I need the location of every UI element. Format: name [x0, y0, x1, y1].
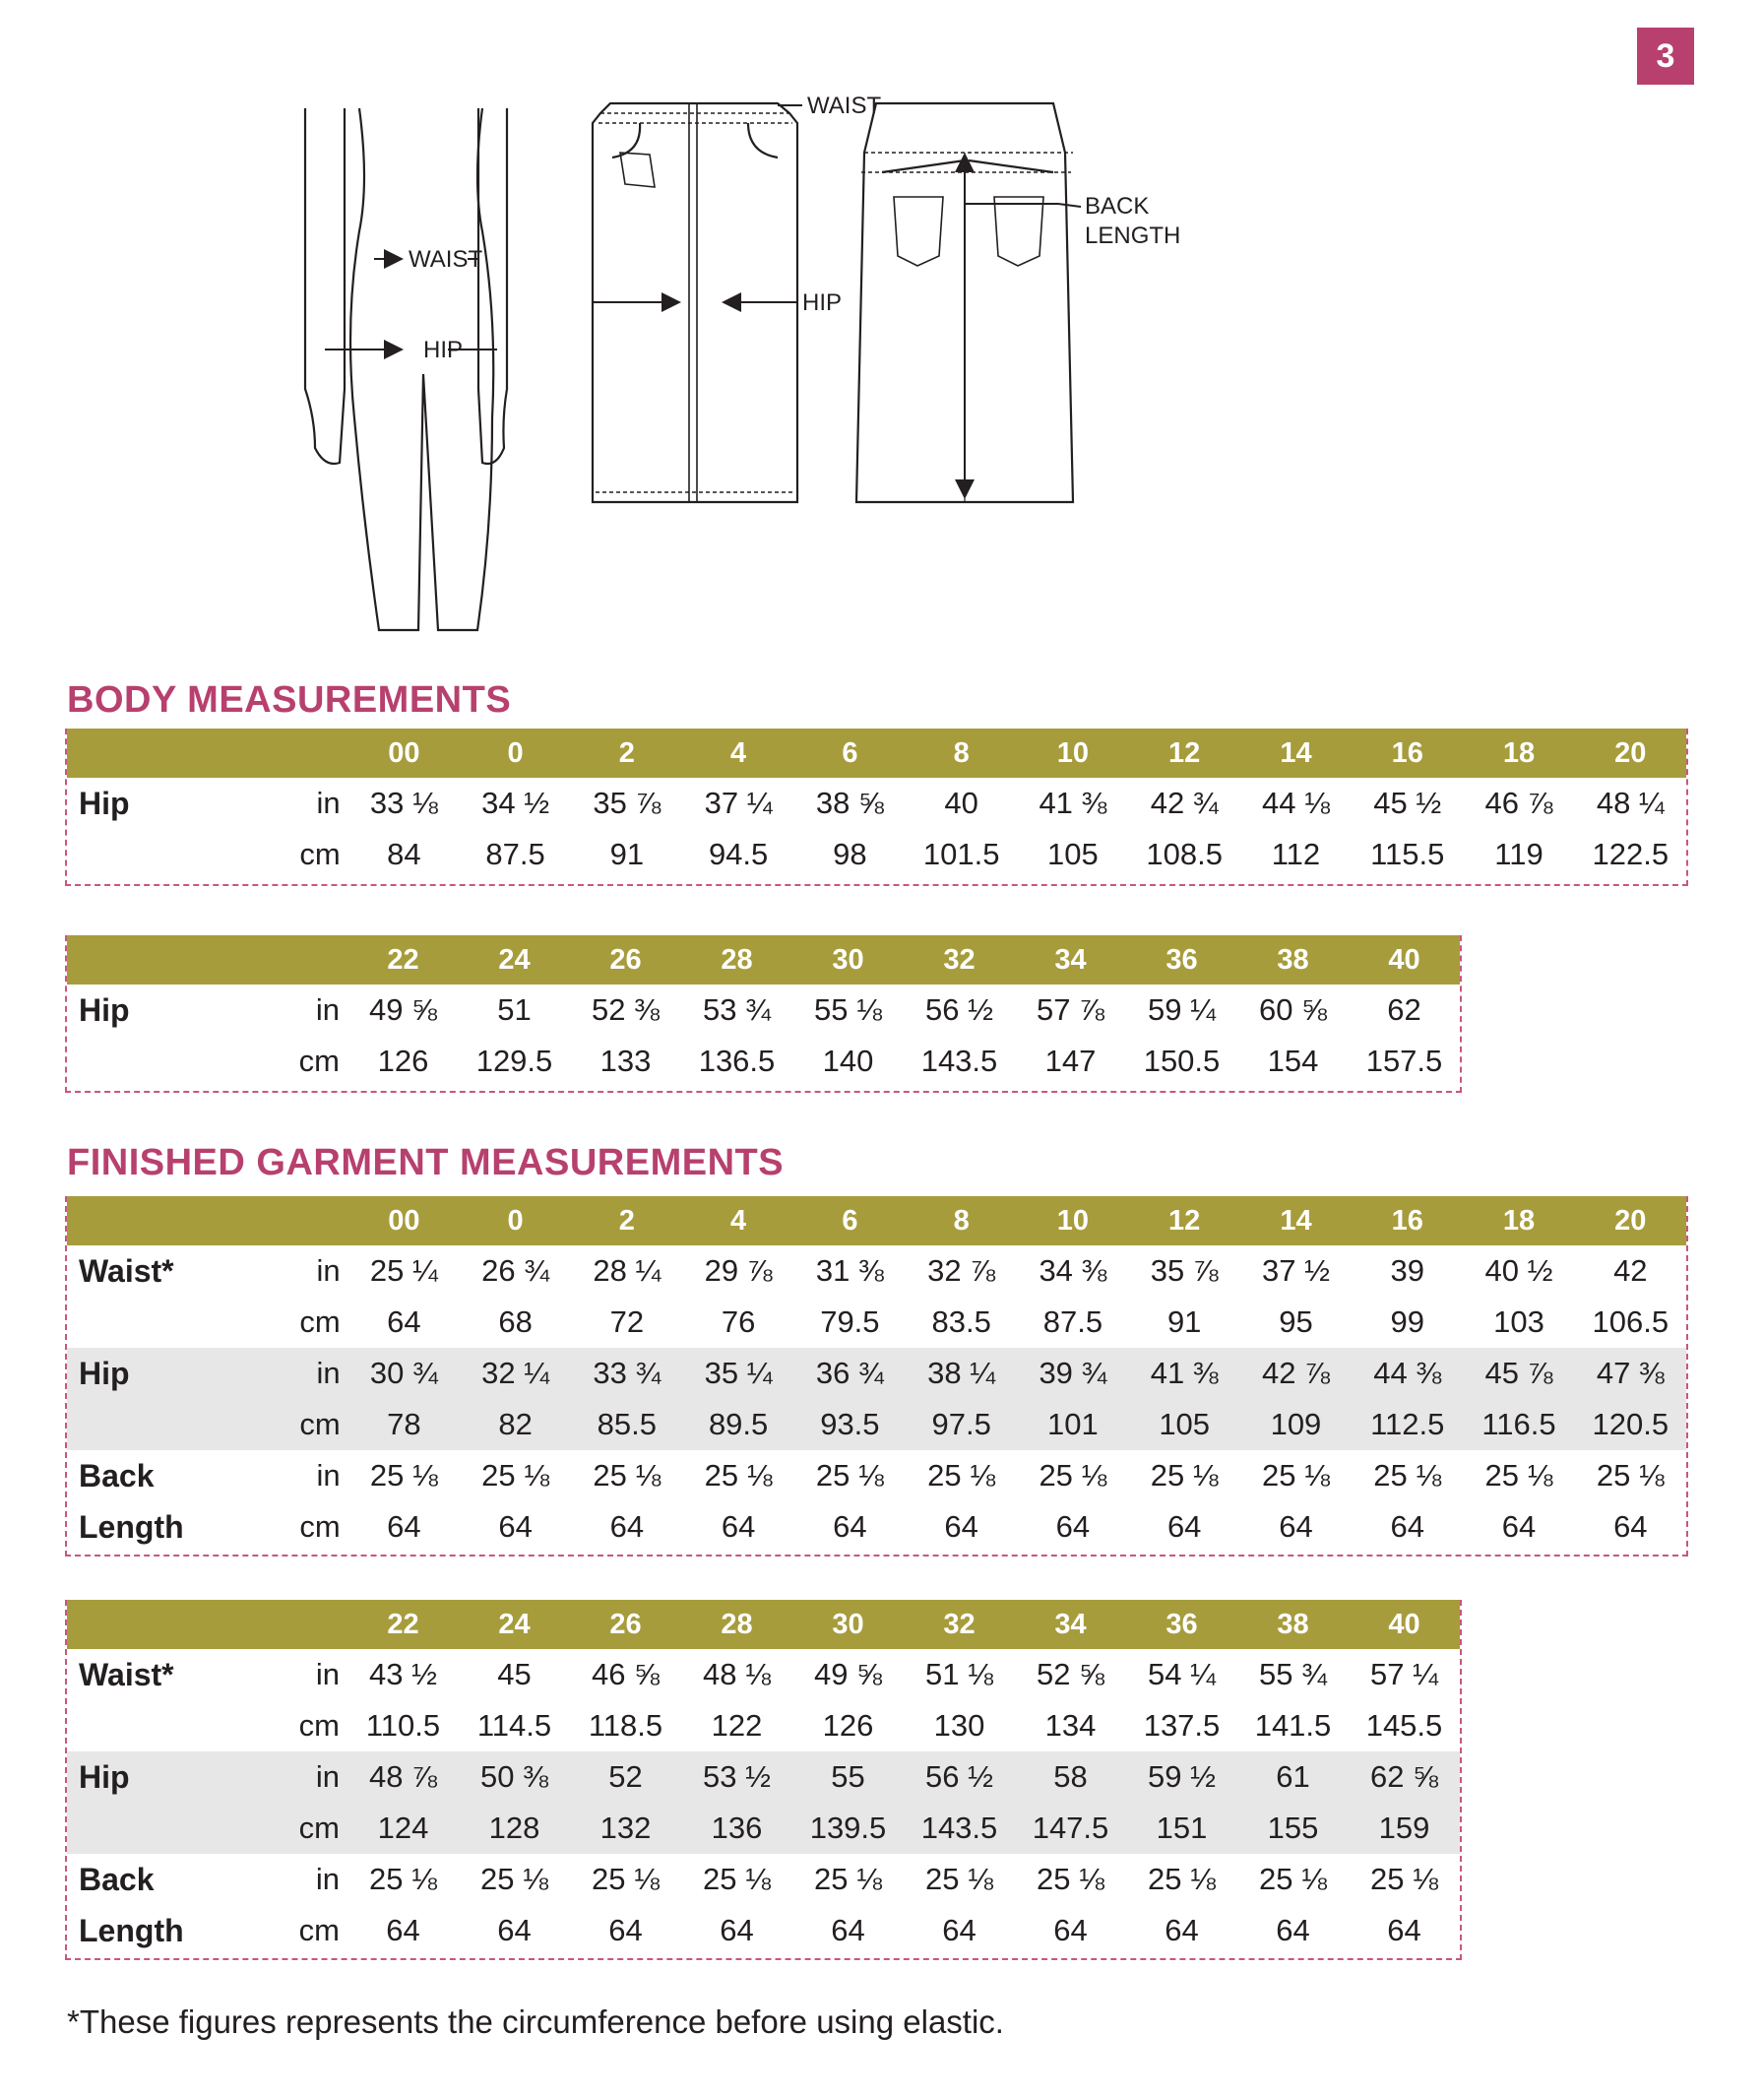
- value-cell: 114.5: [476, 1708, 552, 1743]
- value-cell: 101.5: [922, 837, 1000, 871]
- unit-label: in: [316, 1458, 341, 1493]
- value-cell: 64: [608, 1913, 643, 1947]
- value-cell: 64: [1501, 1509, 1537, 1544]
- value-cell: 35 ⅞: [1150, 1253, 1219, 1288]
- value-cell: 87.5: [485, 837, 545, 871]
- size-cell: 20: [1575, 729, 1686, 778]
- size-cell: 10: [1017, 729, 1128, 778]
- value-cell: 64: [1387, 1913, 1421, 1947]
- value-cell: 25 ⅛: [925, 1862, 993, 1896]
- unit-label: cm: [298, 1708, 340, 1743]
- value-cell: 112.5: [1352, 1399, 1463, 1450]
- value-cell: 137.5: [1143, 1708, 1221, 1743]
- value-cell: 122.5: [1592, 837, 1670, 871]
- value-cell: 47 ⅜: [1575, 1348, 1686, 1399]
- unit-label: cm: [299, 1509, 341, 1544]
- value-cell: 34 ½: [481, 786, 550, 820]
- size-cell: 20: [1575, 1196, 1686, 1245]
- value-cell: 42 ⅞: [1240, 1348, 1352, 1399]
- size-cell: 32: [904, 1600, 1015, 1649]
- size-cell: 24: [459, 935, 570, 985]
- value-cell: 45: [497, 1657, 532, 1691]
- value-cell: 38 ⅝: [815, 786, 884, 820]
- size-cell: 30: [792, 1600, 904, 1649]
- size-cell: 22: [347, 1600, 459, 1649]
- value-cell: 118.5: [588, 1708, 663, 1743]
- value-cell: 25 ⅛: [1037, 1862, 1104, 1896]
- unit-label: in: [316, 786, 341, 820]
- value-cell: 78: [348, 1399, 460, 1450]
- value-cell: 85.5: [571, 1399, 682, 1450]
- value-cell: 150.5: [1143, 1044, 1221, 1078]
- row-label: Length: [79, 1912, 184, 1948]
- value-cell: 136: [681, 1803, 792, 1854]
- value-cell: 101: [1017, 1399, 1128, 1450]
- value-cell: 64: [831, 1913, 865, 1947]
- value-cell: 62 ⅝: [1349, 1751, 1460, 1803]
- value-cell: 44 ⅜: [1352, 1348, 1463, 1399]
- value-cell: 98: [833, 837, 867, 871]
- value-cell: 58: [1015, 1751, 1126, 1803]
- size-cell: 32: [904, 935, 1015, 985]
- value-cell: 56 ½: [925, 992, 993, 1027]
- value-cell: 68: [498, 1304, 533, 1339]
- size-cell: 6: [794, 1196, 906, 1245]
- value-cell: 116.5: [1463, 1399, 1574, 1450]
- unit-label: cm: [259, 1803, 347, 1854]
- size-cell: 38: [1237, 935, 1349, 985]
- value-cell: 25 ⅛: [703, 1862, 771, 1896]
- finished-measurements-table-1: [67, 1196, 1686, 1553]
- value-cell: 50 ⅜: [459, 1751, 570, 1803]
- value-cell: 108.5: [1146, 837, 1223, 871]
- size-cell: 00: [348, 1196, 460, 1245]
- value-cell: 89.5: [682, 1399, 793, 1450]
- size-cell: 16: [1352, 1196, 1463, 1245]
- value-cell: 139.5: [792, 1803, 904, 1854]
- unit-label: cm: [299, 1304, 341, 1339]
- size-cell: 14: [1240, 729, 1352, 778]
- size-cell: 36: [1126, 935, 1237, 985]
- value-cell: 32 ¼: [460, 1348, 571, 1399]
- size-cell: 12: [1129, 1196, 1240, 1245]
- size-cell: 24: [459, 1600, 570, 1649]
- value-cell: 25 ¼: [369, 1253, 438, 1288]
- value-cell: 42: [1613, 1253, 1648, 1288]
- value-cell: 64: [1165, 1913, 1199, 1947]
- size-cell: 28: [681, 1600, 792, 1649]
- value-cell: 126: [377, 1044, 429, 1078]
- size-cell: 34: [1015, 935, 1126, 985]
- size-cell: 00: [348, 729, 460, 778]
- value-cell: 64: [386, 1913, 420, 1947]
- value-cell: 84: [387, 837, 421, 871]
- size-cell: 8: [906, 1196, 1017, 1245]
- size-cell: 4: [682, 1196, 793, 1245]
- size-header-row: [67, 1196, 1686, 1245]
- value-cell: 25 ⅛: [704, 1458, 773, 1493]
- value-cell: 64: [1276, 1913, 1310, 1947]
- value-cell: 64: [498, 1509, 533, 1544]
- value-cell: 39: [1390, 1253, 1424, 1288]
- value-cell: 59 ¼: [1148, 992, 1216, 1027]
- value-cell: 145.5: [1365, 1708, 1443, 1743]
- value-cell: 94.5: [708, 837, 769, 871]
- value-cell: 46 ⅞: [1484, 786, 1553, 820]
- value-cell: 53 ½: [681, 1751, 792, 1803]
- value-cell: 64: [1053, 1913, 1088, 1947]
- value-cell: 25 ⅛: [1373, 1458, 1442, 1493]
- value-cell: 25 ⅛: [1261, 1458, 1330, 1493]
- value-cell: 32 ⅞: [927, 1253, 996, 1288]
- size-cell: 38: [1237, 1600, 1349, 1649]
- value-cell: 35 ¼: [682, 1348, 793, 1399]
- back-in-row: [67, 1854, 1460, 1905]
- value-cell: 41 ⅜: [1039, 786, 1107, 820]
- size-cell: 0: [460, 729, 571, 778]
- body-measurements-title: BODY MEASUREMENTS: [67, 679, 512, 721]
- size-cell: 36: [1126, 1600, 1237, 1649]
- value-cell: 54 ¼: [1148, 1657, 1216, 1691]
- value-cell: 64: [1613, 1509, 1648, 1544]
- size-cell: 28: [681, 935, 792, 985]
- size-cell: 22: [347, 935, 459, 985]
- size-cell: 2: [571, 1196, 682, 1245]
- value-cell: 64: [721, 1509, 756, 1544]
- value-cell: 25 ⅛: [369, 1458, 438, 1493]
- unit-label: in: [259, 1751, 347, 1803]
- value-cell: 25 ⅛: [593, 1458, 662, 1493]
- value-cell: 25 ⅛: [369, 1862, 437, 1896]
- value-cell: 25 ⅛: [592, 1862, 660, 1896]
- value-cell: 115.5: [1370, 837, 1445, 871]
- value-cell: 64: [833, 1509, 867, 1544]
- value-cell: 49 ⅝: [814, 1657, 882, 1691]
- value-cell: 103: [1493, 1304, 1544, 1339]
- row-label: Hip: [79, 991, 130, 1028]
- value-cell: 25 ⅛: [480, 1862, 548, 1896]
- size-header-row: [67, 1600, 1460, 1649]
- value-cell: 49 ⅝: [369, 992, 437, 1027]
- waist-cm-row: [67, 1700, 1460, 1751]
- size-cell: 30: [792, 935, 904, 985]
- finished-measurements-title: FINISHED GARMENT MEASUREMENTS: [67, 1142, 785, 1183]
- value-cell: 62: [1387, 992, 1421, 1027]
- hip-cm-row: [67, 829, 1686, 880]
- value-cell: 48 ¼: [1596, 786, 1665, 820]
- value-cell: 82: [460, 1399, 571, 1450]
- value-cell: 119: [1494, 837, 1544, 871]
- row-label: Hip: [79, 785, 130, 821]
- value-cell: 64: [942, 1913, 976, 1947]
- size-cell: 14: [1240, 1196, 1352, 1245]
- size-cell: 12: [1129, 729, 1240, 778]
- unit-label: cm: [298, 1913, 340, 1947]
- value-cell: 159: [1349, 1803, 1460, 1854]
- size-cell: 18: [1463, 1196, 1574, 1245]
- value-cell: 42 ¾: [1150, 786, 1219, 820]
- value-cell: 64: [1055, 1509, 1091, 1544]
- value-cell: 25 ⅛: [814, 1862, 882, 1896]
- value-cell: 25 ⅛: [1370, 1862, 1438, 1896]
- value-cell: 64: [497, 1913, 532, 1947]
- value-cell: 154: [1267, 1044, 1319, 1078]
- back-in-row: [67, 1450, 1686, 1501]
- back-cm-row: [67, 1501, 1686, 1553]
- size-cell: 2: [571, 729, 682, 778]
- body-hip-label: HIP: [423, 337, 464, 363]
- value-cell: 25 ⅛: [1484, 1458, 1553, 1493]
- value-cell: 51: [497, 992, 532, 1027]
- row-label: Hip: [67, 1751, 259, 1803]
- size-cell: 6: [794, 729, 906, 778]
- value-cell: 25 ⅛: [1150, 1458, 1219, 1493]
- value-cell: 43 ½: [369, 1657, 437, 1691]
- value-cell: 48 ⅛: [703, 1657, 771, 1691]
- value-cell: 59 ½: [1126, 1751, 1237, 1803]
- row-label: Hip: [67, 1348, 259, 1399]
- value-cell: 35 ⅞: [593, 786, 662, 820]
- finished-measurements-table-2: [67, 1600, 1460, 1956]
- value-cell: 147.5: [1015, 1803, 1126, 1854]
- value-cell: 99: [1390, 1304, 1424, 1339]
- value-cell: 39 ¾: [1017, 1348, 1128, 1399]
- value-cell: 29 ⅞: [704, 1253, 773, 1288]
- value-cell: 91: [1166, 1304, 1202, 1339]
- value-cell: 64: [387, 1509, 421, 1544]
- back-length-label-1: BACK: [1085, 193, 1150, 220]
- value-cell: 25 ⅛: [1148, 1862, 1216, 1896]
- size-header-row: [67, 729, 1686, 778]
- front-waist-label: WAIST: [807, 94, 882, 119]
- back-length-label-2: LENGTH: [1085, 222, 1181, 249]
- unit-label: in: [315, 1862, 340, 1896]
- value-cell: 97.5: [906, 1399, 1017, 1450]
- value-cell: 60 ⅝: [1259, 992, 1327, 1027]
- value-cell: 151: [1126, 1803, 1237, 1854]
- value-cell: 51 ⅛: [925, 1657, 993, 1691]
- value-cell: 128: [459, 1803, 570, 1854]
- value-cell: 25 ⅛: [815, 1458, 884, 1493]
- hip-in-row: [67, 1348, 1686, 1399]
- value-cell: 109: [1240, 1399, 1352, 1450]
- value-cell: 64: [609, 1509, 645, 1544]
- hip-in-row: [67, 985, 1460, 1036]
- size-cell: 40: [1349, 935, 1460, 985]
- value-cell: 64: [1166, 1509, 1202, 1544]
- value-cell: 64: [387, 1304, 421, 1339]
- value-cell: 28 ¼: [593, 1253, 662, 1288]
- size-cell: 10: [1017, 1196, 1128, 1245]
- value-cell: 105: [1129, 1399, 1240, 1450]
- unit-label: in: [315, 992, 340, 1027]
- value-cell: 147: [1044, 1044, 1097, 1078]
- size-cell: 18: [1463, 729, 1574, 778]
- value-cell: 122: [711, 1708, 763, 1743]
- unit-label: cm: [298, 1044, 340, 1078]
- value-cell: 40: [944, 786, 978, 820]
- size-cell: 40: [1349, 1600, 1460, 1649]
- value-cell: 124: [347, 1803, 459, 1854]
- hip-cm-row: [67, 1036, 1460, 1087]
- value-cell: 129.5: [475, 1044, 553, 1078]
- unit-label: cm: [299, 837, 341, 871]
- value-cell: 25 ⅛: [1259, 1862, 1327, 1896]
- body-waist-label: WAIST: [409, 246, 483, 273]
- value-cell: 30 ¾: [348, 1348, 460, 1399]
- value-cell: 141.5: [1254, 1708, 1332, 1743]
- value-cell: 52: [570, 1751, 681, 1803]
- value-cell: 132: [570, 1803, 681, 1854]
- unit-label: in: [259, 1348, 347, 1399]
- value-cell: 133: [599, 1044, 652, 1078]
- value-cell: 126: [822, 1708, 874, 1743]
- value-cell: 55 ⅛: [814, 992, 882, 1027]
- value-cell: 157.5: [1365, 1044, 1443, 1078]
- size-cell: 4: [682, 729, 793, 778]
- body-figure: [305, 108, 507, 630]
- hip-in-row: [67, 778, 1686, 829]
- value-cell: 31 ⅜: [815, 1253, 884, 1288]
- size-cell: 0: [460, 1196, 571, 1245]
- value-cell: 37 ¼: [704, 786, 773, 820]
- value-cell: 25 ⅛: [927, 1458, 996, 1493]
- value-cell: 110.5: [365, 1708, 441, 1743]
- value-cell: 140: [822, 1044, 874, 1078]
- value-cell: 64: [1390, 1509, 1424, 1544]
- value-cell: 93.5: [794, 1399, 906, 1450]
- value-cell: 76: [721, 1304, 756, 1339]
- unit-label: in: [316, 1253, 341, 1288]
- value-cell: 87.5: [1042, 1304, 1103, 1339]
- unit-label: in: [315, 1657, 340, 1691]
- value-cell: 143.5: [904, 1803, 1015, 1854]
- value-cell: 45 ½: [1373, 786, 1442, 820]
- size-header-row: [67, 935, 1460, 985]
- unit-label: cm: [259, 1399, 347, 1450]
- value-cell: 95: [1279, 1304, 1313, 1339]
- body-measurements-table-1: [67, 729, 1686, 880]
- size-cell: 26: [570, 935, 681, 985]
- hip-in-row: [67, 1751, 1460, 1803]
- value-cell: 61: [1237, 1751, 1349, 1803]
- value-cell: 48 ⅞: [347, 1751, 459, 1803]
- value-cell: 25 ⅛: [1596, 1458, 1665, 1493]
- value-cell: 130: [933, 1708, 985, 1743]
- value-cell: 52 ⅜: [592, 992, 660, 1027]
- value-cell: 25 ⅛: [481, 1458, 550, 1493]
- value-cell: 37 ½: [1261, 1253, 1330, 1288]
- hip-cm-row: [67, 1399, 1686, 1450]
- value-cell: 36 ¾: [794, 1348, 906, 1399]
- front-hip-label: HIP: [802, 289, 843, 316]
- value-cell: 44 ⅛: [1261, 786, 1330, 820]
- body-measurements-table-2: [67, 935, 1460, 1087]
- value-cell: 57 ¼: [1370, 1657, 1438, 1691]
- size-cell: 8: [906, 729, 1017, 778]
- value-cell: 105: [1047, 837, 1099, 871]
- waist-cm-row: [67, 1297, 1686, 1348]
- measurement-diagram: [285, 94, 1486, 645]
- footnote: *These figures represents the circumference before using elastic.: [67, 2003, 1004, 2040]
- value-cell: 112: [1271, 837, 1321, 871]
- value-cell: 34 ⅜: [1039, 1253, 1107, 1288]
- value-cell: 33 ⅛: [369, 786, 438, 820]
- value-cell: 45 ⅞: [1463, 1348, 1574, 1399]
- size-cell: 34: [1015, 1600, 1126, 1649]
- hip-cm-row: [67, 1803, 1460, 1854]
- value-cell: 53 ¾: [703, 992, 771, 1027]
- value-cell: 79.5: [820, 1304, 880, 1339]
- value-cell: 57 ⅞: [1037, 992, 1104, 1027]
- value-cell: 55: [792, 1751, 904, 1803]
- value-cell: 143.5: [920, 1044, 998, 1078]
- row-label: Length: [79, 1508, 184, 1545]
- size-cell: 26: [570, 1600, 681, 1649]
- value-cell: 91: [609, 837, 645, 871]
- row-label: Waist*: [79, 1252, 174, 1289]
- value-cell: 52 ⅝: [1037, 1657, 1104, 1691]
- value-cell: 64: [944, 1509, 978, 1544]
- row-label: Waist*: [79, 1656, 174, 1692]
- value-cell: 41 ⅜: [1129, 1348, 1240, 1399]
- value-cell: 120.5: [1575, 1399, 1686, 1450]
- value-cell: 64: [720, 1913, 754, 1947]
- value-cell: 155: [1237, 1803, 1349, 1854]
- value-cell: 134: [1044, 1708, 1097, 1743]
- value-cell: 106.5: [1592, 1304, 1670, 1339]
- row-label: Back: [79, 1457, 155, 1493]
- back-cm-row: [67, 1905, 1460, 1956]
- value-cell: 55 ¾: [1259, 1657, 1327, 1691]
- value-cell: 38 ¼: [906, 1348, 1017, 1399]
- value-cell: 56 ½: [904, 1751, 1015, 1803]
- page-number-badge: 3: [1637, 28, 1694, 85]
- value-cell: 64: [1279, 1509, 1313, 1544]
- value-cell: 136.5: [698, 1044, 776, 1078]
- size-cell: 16: [1352, 729, 1463, 778]
- row-label: Back: [79, 1861, 155, 1897]
- value-cell: 33 ¾: [571, 1348, 682, 1399]
- value-cell: 83.5: [931, 1304, 991, 1339]
- value-cell: 72: [609, 1304, 645, 1339]
- value-cell: 40 ½: [1484, 1253, 1553, 1288]
- value-cell: 46 ⅝: [592, 1657, 660, 1691]
- value-cell: 25 ⅛: [1039, 1458, 1107, 1493]
- waist-in-row: [67, 1245, 1686, 1297]
- waist-in-row: [67, 1649, 1460, 1700]
- value-cell: 26 ¾: [481, 1253, 550, 1288]
